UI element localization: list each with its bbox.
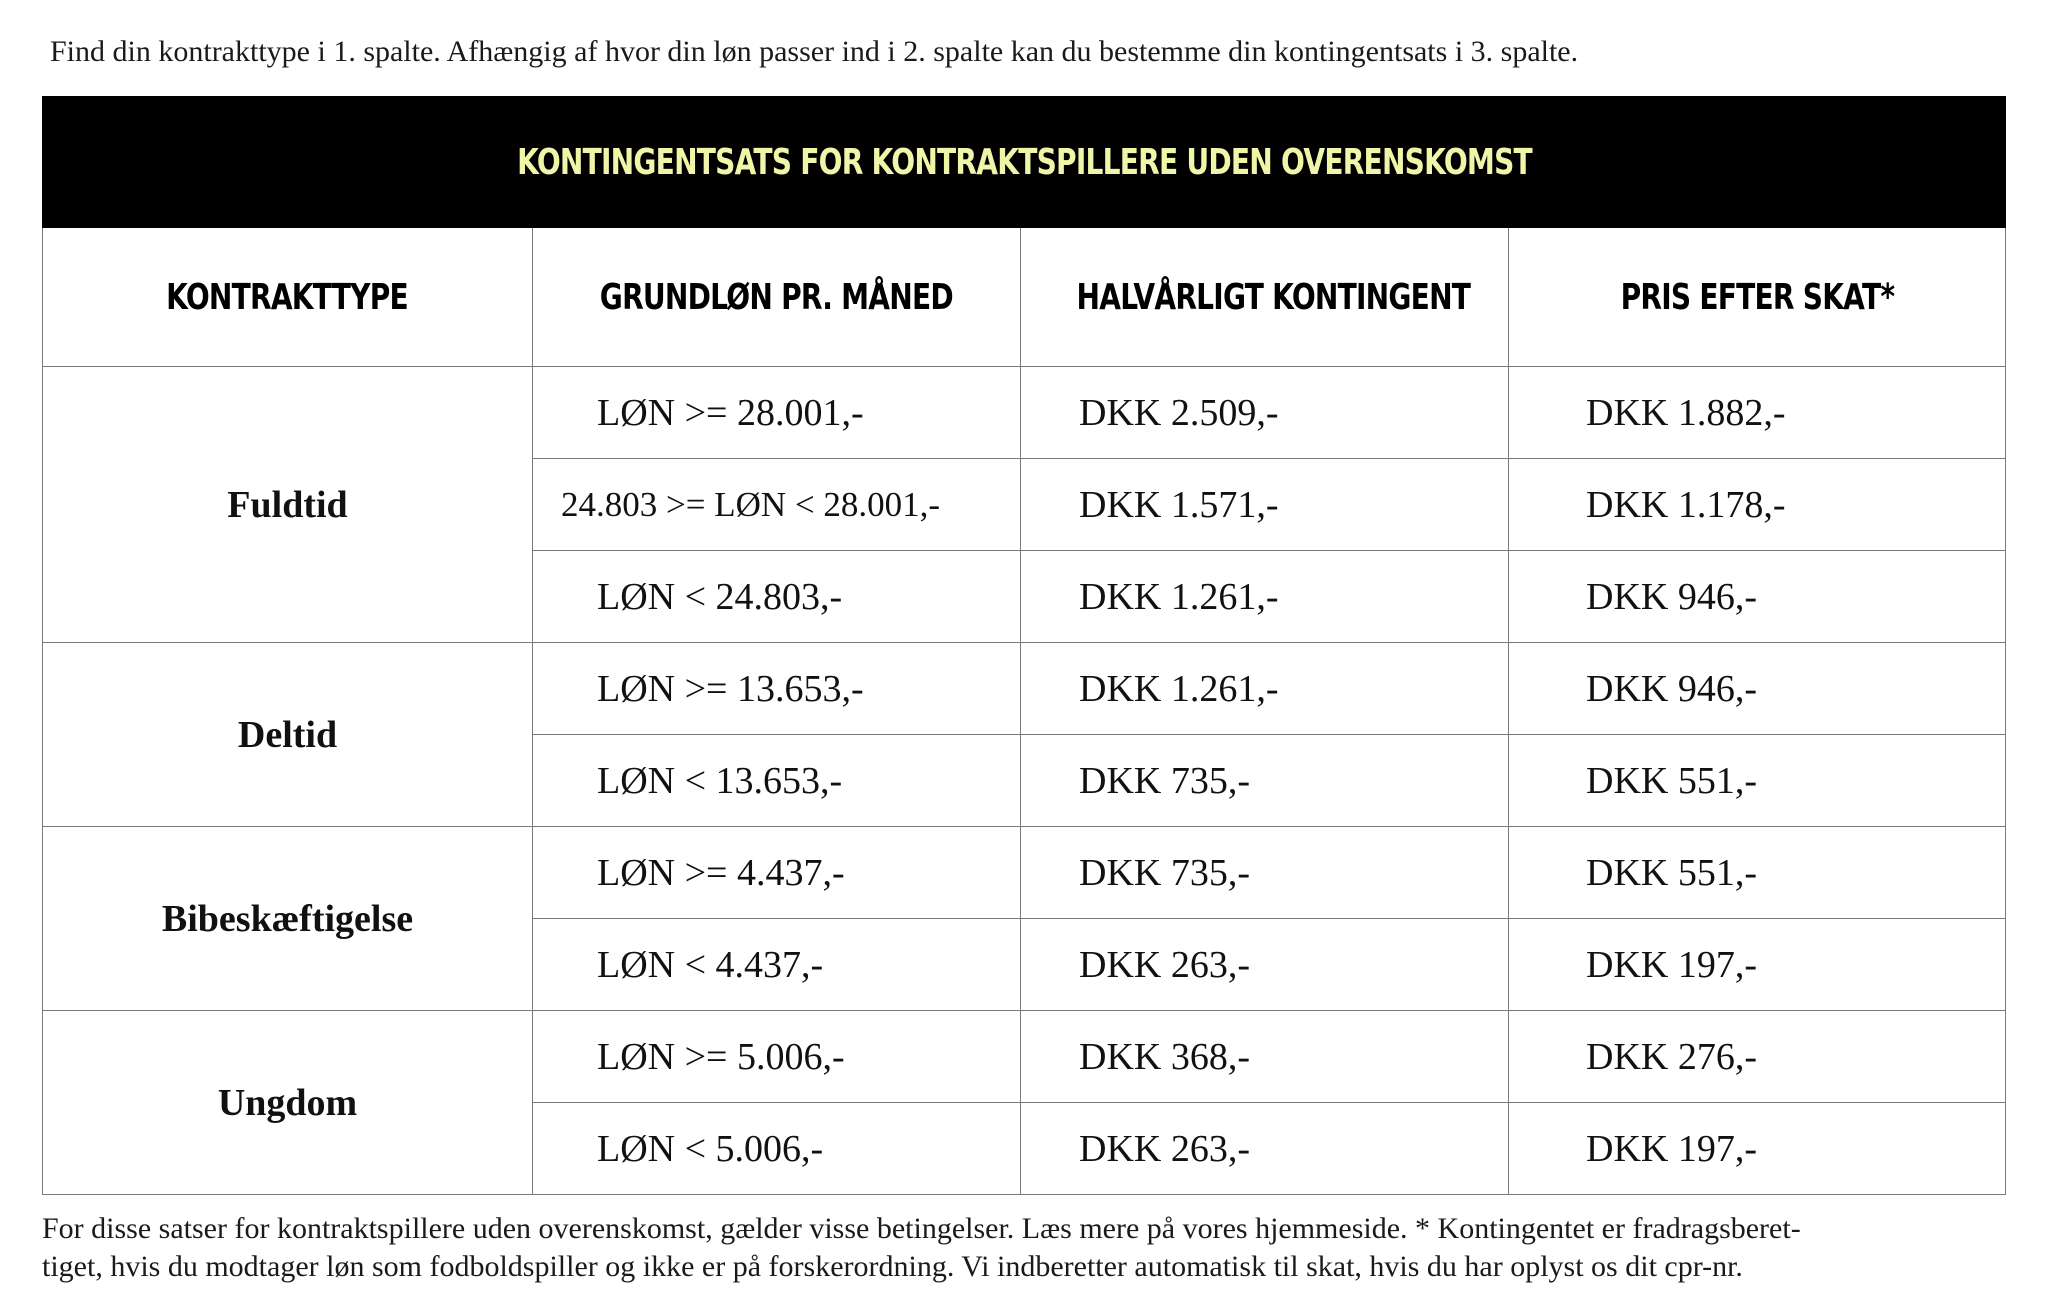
- fee-cell: DKK 1.261,-: [1021, 643, 1509, 735]
- net-price-cell: DKK 1.178,-: [1509, 459, 2006, 551]
- table-title-row: [43, 97, 2006, 228]
- contract-type-bibeskaeftigelse: Bibeskæftigelse: [43, 827, 533, 1011]
- header-pris-efter-skat-text: PRIS EFTER SKAT*: [1620, 276, 1894, 318]
- contract-type-deltid: Deltid: [43, 643, 533, 827]
- table-row: [43, 1011, 2006, 1103]
- fee-table-container: [42, 96, 2005, 1195]
- fee-cell: DKK 1.261,-: [1021, 551, 1509, 643]
- table-row: [43, 827, 2006, 919]
- fee-cell: DKK 735,-: [1021, 735, 1509, 827]
- header-kontrakttype-text: KONTRAKTTYPE: [166, 276, 409, 318]
- net-price-cell: DKK 551,-: [1509, 827, 2006, 919]
- header-kontrakttype: [43, 228, 533, 367]
- salary-cell: LØN >= 4.437,-: [533, 827, 1021, 919]
- fee-cell: DKK 368,-: [1021, 1011, 1509, 1103]
- fee-cell: DKK 2.509,-: [1021, 367, 1509, 459]
- net-price-cell: DKK 276,-: [1509, 1011, 2006, 1103]
- header-grundlon: [533, 228, 1021, 367]
- table-header-row: [43, 228, 2006, 367]
- footer-note: [42, 1210, 2012, 1286]
- net-price-cell: DKK 197,-: [1509, 919, 2006, 1011]
- header-grundlon-text: GRUNDLØN PR. MÅNED: [599, 276, 954, 318]
- net-price-cell: DKK 1.882,-: [1509, 367, 2006, 459]
- fee-cell: DKK 263,-: [1021, 919, 1509, 1011]
- fee-table: [42, 96, 2006, 1195]
- fee-cell: DKK 263,-: [1021, 1103, 1509, 1195]
- header-kontingent-text: HALVÅRLIGT KONTINGENT: [1076, 276, 1471, 318]
- fee-cell: DKK 1.571,-: [1021, 459, 1509, 551]
- footer-line-2: tiget, hvis du modtager løn som fodboldspiller og ikke er på forskerordning. Vi indberetter automatisk til skat, hvis du har oplyst os dit cpr-nr.: [42, 1250, 1743, 1283]
- salary-cell: LØN < 13.653,-: [533, 735, 1021, 827]
- salary-cell: 24.803 >= LØN < 28.001,-: [533, 459, 1021, 551]
- footer-line-1: For disse satser for kontraktspillere uden overenskomst, gælder visse betingelser. Læs mere på vores hjemmeside. * Kontingentet er fradragsberet-: [42, 1212, 1801, 1245]
- salary-cell: LØN < 5.006,-: [533, 1103, 1021, 1195]
- fee-cell: DKK 735,-: [1021, 827, 1509, 919]
- header-kontingent: [1021, 228, 1509, 367]
- contract-type-fuldtid: Fuldtid: [43, 367, 533, 643]
- salary-cell: LØN < 24.803,-: [533, 551, 1021, 643]
- net-price-cell: DKK 551,-: [1509, 735, 2006, 827]
- net-price-cell: DKK 197,-: [1509, 1103, 2006, 1195]
- salary-cell: LØN >= 28.001,-: [533, 367, 1021, 459]
- net-price-cell: DKK 946,-: [1509, 643, 2006, 735]
- salary-cell: LØN >= 5.006,-: [533, 1011, 1021, 1103]
- salary-cell: LØN >= 13.653,-: [533, 643, 1021, 735]
- table-title-text: KONTINGENTSATS FOR KONTRAKTSPILLERE UDEN OVERENSKOMST: [516, 141, 1532, 183]
- intro-text: Find din kontrakttype i 1. spalte. Afhængig af hvor din løn passer ind i 2. spalte kan du bestemme din kontingentsats i 3. spalte.: [50, 35, 1579, 68]
- table-row: [43, 367, 2006, 459]
- table-row: [43, 643, 2006, 735]
- salary-cell: LØN < 4.437,-: [533, 919, 1021, 1011]
- table-title: [43, 97, 2006, 228]
- contract-type-ungdom: Ungdom: [43, 1011, 533, 1195]
- net-price-cell: DKK 946,-: [1509, 551, 2006, 643]
- header-pris-efter-skat: [1509, 228, 2006, 367]
